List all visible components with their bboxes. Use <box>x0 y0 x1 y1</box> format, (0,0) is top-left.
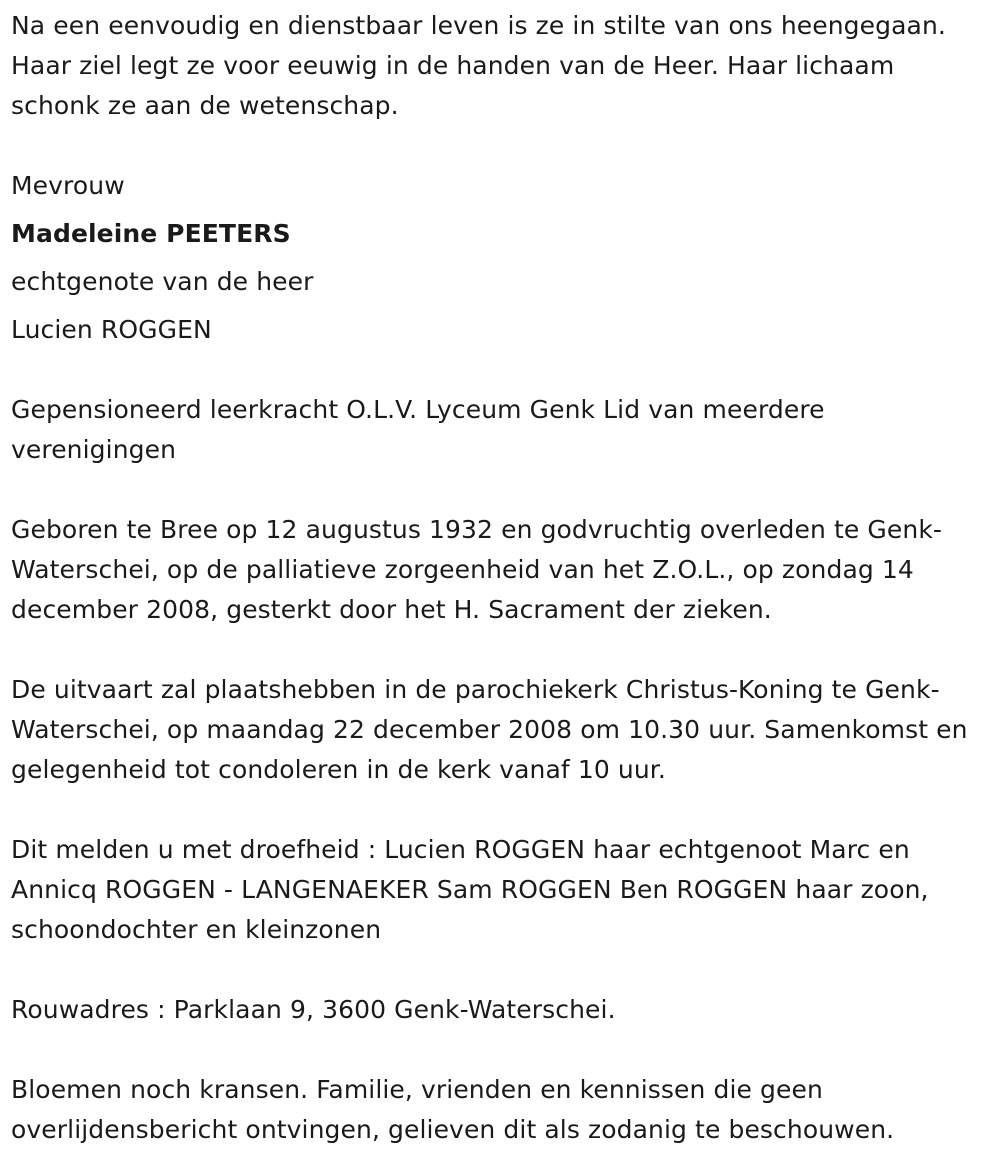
spacer <box>11 790 989 830</box>
spacer <box>11 470 989 510</box>
birth-death-paragraph: Geboren te Bree op 12 augustus 1932 en godvruchtig overleden te Genk-Waterschei, op de palliatieve zorgeenheid van het Z.O.L., op zondag 14 december 2008, gesterkt door het H. Sacrament der zieken. <box>11 515 943 624</box>
spacer <box>11 950 989 990</box>
spouse-name: Lucien ROGGEN <box>11 315 212 344</box>
intro-paragraph: Na een eenvoudig en dienstbaar leven is ze in stilte van ons heengegaan. Haar ziel legt ze voor eeuwig in de handen van de Heer. Haar lichaam schonk ze aan de wetenschap. <box>11 11 946 120</box>
spacer <box>11 630 989 670</box>
announcement-paragraph: Dit melden u met droefheid : Lucien ROGGEN haar echtgenoot Marc en Annicq ROGGEN - LANGENAEKER Sam ROGGEN Ben ROGGEN haar zoon, schoondochter en kleinzonen <box>11 835 929 944</box>
occupation-paragraph: Gepensioneerd leerkracht O.L.V. Lyceum Genk Lid van meerdere verenigingen <box>11 395 825 464</box>
spouse-label: echtgenote van de heer <box>11 267 314 296</box>
address-paragraph: Rouwadres : Parklaan 9, 3600 Genk-Waterschei. <box>11 995 616 1024</box>
spacer <box>11 350 989 390</box>
flowers-note-paragraph: Bloemen noch kransen. Familie, vrienden en kennissen die geen overlijdensbericht ontvingen, gelieven dit als zodanig te beschouwen. <box>11 1075 895 1144</box>
spacer <box>11 1030 989 1070</box>
funeral-paragraph: De uitvaart zal plaatshebben in de parochiekerk Christus-Koning te Genk-Waterschei, op maandag 22 december 2008 om 10.30 uur. Samenkomst en gelegenheid tot condoleren in de kerk vanaf 10 uur. <box>11 675 968 784</box>
spacer <box>11 126 989 166</box>
deceased-name: Madeleine PEETERS <box>11 219 291 248</box>
title-text: Mevrouw <box>11 171 125 200</box>
